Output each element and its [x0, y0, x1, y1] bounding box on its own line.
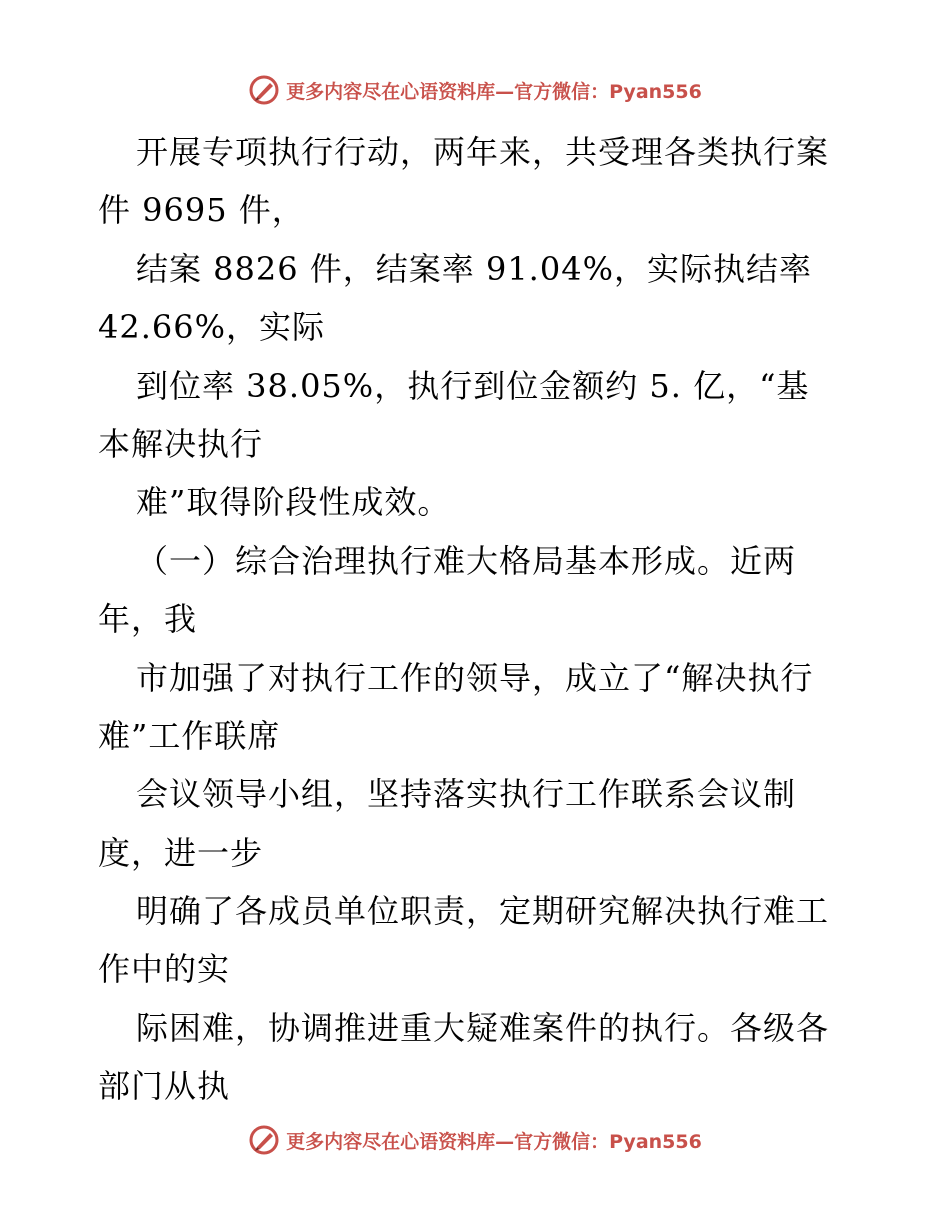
paragraph-line: 会议领导小组，坚持落实执行工作联系会议制	[136, 775, 797, 814]
footer-watermark-banner	[0, 1120, 950, 1160]
paragraph-line: 件 9695 件，	[98, 191, 305, 230]
paragraph-line: 到位率 38.05%，执行到位金额约 5. 亿，“基	[136, 366, 810, 405]
paragraph-line: 作中的实	[98, 950, 231, 989]
header-watermark-banner	[0, 70, 950, 110]
paragraph-line: 明确了各成员单位职责，定期研究解决执行难工	[136, 892, 830, 931]
paragraph-line: 际困难，协调推进重大疑难案件的执行。各级各	[136, 1008, 830, 1047]
paragraph-line: 部门从执	[98, 1067, 231, 1106]
paragraph-line: 市加强了对执行工作的领导，成立了“解决执行	[136, 658, 814, 697]
paragraph-line: 难”工作联席	[98, 716, 281, 755]
paragraph-line: 结案 8826 件，结案率 91.04%，实际执结率	[136, 249, 812, 288]
paragraph-line: 开展专项执行行动，两年来，共受理各类执行案	[136, 133, 830, 171]
pen-logo-icon	[248, 74, 280, 106]
watermark-text: 更多内容尽在心语资料库—官方微信：Pyan556	[286, 80, 702, 103]
document-body	[98, 123, 858, 1116]
paragraph-line: 年，我	[98, 600, 198, 639]
pen-logo-icon	[248, 1124, 280, 1156]
watermark-text: 更多内容尽在心语资料库—官方微信：Pyan556	[286, 1130, 702, 1153]
paragraph-line: 42.66%，实际	[98, 308, 326, 347]
paragraph-line: 本解决执行	[98, 424, 264, 463]
paragraph-line: 难”取得阶段性成效。	[136, 483, 451, 522]
paragraph-line: （一）综合治理执行难大格局基本形成。近两	[136, 541, 797, 580]
paragraph-line: 度，进一步	[98, 833, 264, 872]
